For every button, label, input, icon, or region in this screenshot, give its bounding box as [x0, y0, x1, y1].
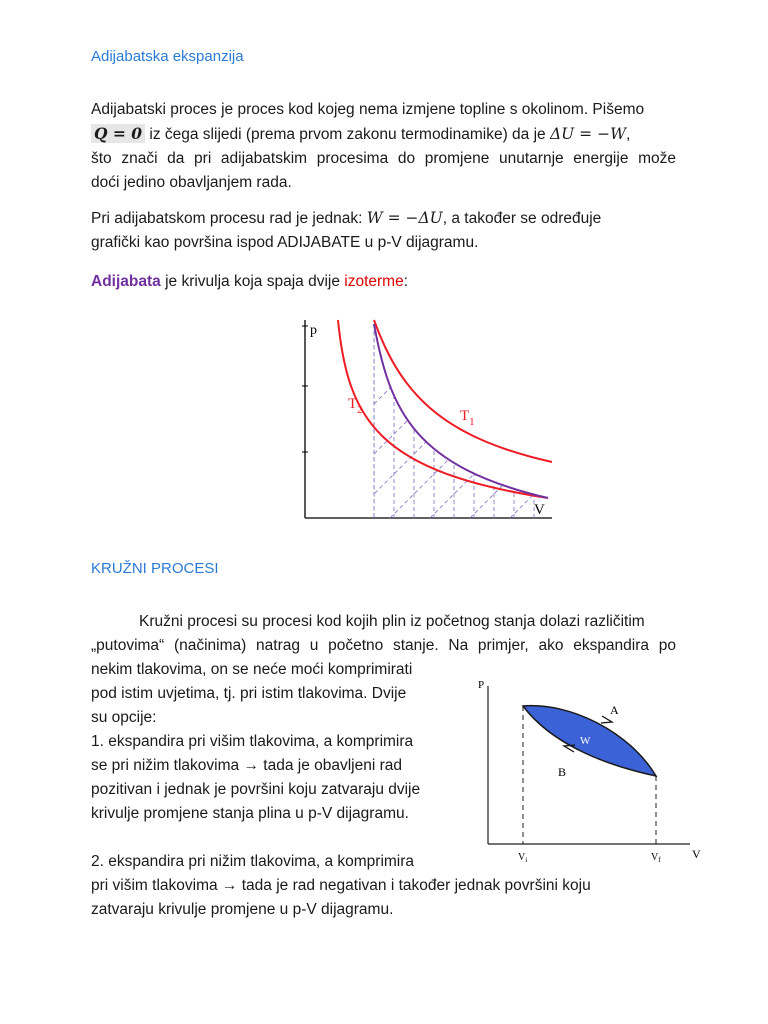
text-line: krivulje promjene stanja plina u p-V dijagramu. — [91, 805, 409, 822]
paragraph-option-two — [91, 850, 449, 874]
paragraph-adiabatic-definition — [91, 98, 676, 195]
text-line: se pri nižim tlakovima → tada je obavljeni rad — [91, 757, 403, 774]
axis-label-v: V — [534, 502, 545, 518]
label-t2: $T_2$ — [348, 396, 363, 416]
pv-diagram-cycle — [470, 672, 710, 868]
label-b: B — [558, 765, 567, 779]
text-line: pozitivan i jednak je površini koju zatvaraju dvije — [91, 781, 421, 798]
isotherm-t1 — [374, 320, 552, 462]
text-line: nekim tlakovima, on se neće moći komprimirati — [91, 661, 413, 678]
arrow-right-icon: → — [243, 757, 259, 774]
math-q-zero: Q = 0 — [91, 124, 145, 143]
math-delta-u: ΔU = −W — [549, 125, 627, 143]
word-izoterme: izoterme — [344, 273, 404, 290]
label-w: W — [580, 735, 591, 747]
text-line: „putovima“ (načinima) natrag u početno stanje. Na primjer, ako ekspandira po — [91, 637, 676, 654]
text-line: zatvaraju krivulje promjene u p-V dijagramu. — [91, 901, 394, 918]
text-line: doći jedino obavljanjem rada. — [91, 174, 292, 191]
label-a: A — [610, 703, 619, 717]
isotherm-t2 — [338, 320, 548, 498]
text-line: 2. ekspandira pri nižim tlakovima, a komprimira — [91, 853, 415, 870]
math-work: W = −ΔU — [366, 209, 443, 227]
paragraph-option-two-end — [91, 874, 676, 922]
arrow-a-icon — [601, 716, 612, 723]
text-line: što znači da pri adijabatskim procesima do promjene unutarnje energije može — [91, 150, 676, 167]
work-area-hatching — [290, 324, 570, 518]
text-line: Q = 0 iz čega slijedi (prema prvom zakonu termodinamike) da je ΔU = −W, — [91, 122, 676, 147]
word-adijabata: Adijabata — [91, 273, 161, 290]
axis-label-p: p — [310, 323, 317, 338]
label-vf: $V_f$ — [651, 852, 661, 864]
label-t1: $T_1$ — [460, 408, 475, 428]
pv-diagram-adiabat — [290, 312, 570, 526]
text-line: Pri adijabatskom procesu rad je jednak: W = −ΔU, a također se određuje — [91, 209, 602, 227]
text-line: Adijabatski proces je proces kod kojeg nema izmjene topline s okolinom. Pišemo — [91, 101, 645, 118]
label-vi: $V_i$ — [518, 852, 528, 864]
text-line: su opcije: — [91, 709, 157, 726]
section-heading-adiabatic: Adijabatska ekspanzija — [91, 48, 244, 65]
paragraph-adiabatic-work — [91, 206, 676, 255]
paragraph-cyclic-intro — [91, 610, 676, 658]
paragraph-cyclic-options — [91, 658, 449, 826]
text-line: grafički kao površina ispod ADIJABATE u p-V dijagramu. — [91, 234, 479, 251]
axis-label-p: P — [478, 679, 485, 691]
section-heading-cyclic: KRUŽNI PROCESI — [91, 560, 219, 577]
paragraph-adiabat-isotherm — [91, 270, 676, 294]
text-line: pod istim uvjetima, tj. pri istim tlakovima. Dvije — [91, 685, 407, 702]
text-line: Kružni procesi su procesi kod kojih plin iz početnog stanja dolazi različitim — [139, 613, 645, 630]
axis-label-v: V — [692, 847, 701, 861]
text-line: 1. ekspandira pri višim tlakovima, a komprimira — [91, 733, 414, 750]
text-line: Adijabata je krivulja koja spaja dvije izoterme: — [91, 273, 409, 290]
arrow-right-icon: → — [221, 877, 238, 894]
text-line: pri višim tlakovima → tada je rad negativan i također jednak površini koju — [91, 877, 591, 894]
